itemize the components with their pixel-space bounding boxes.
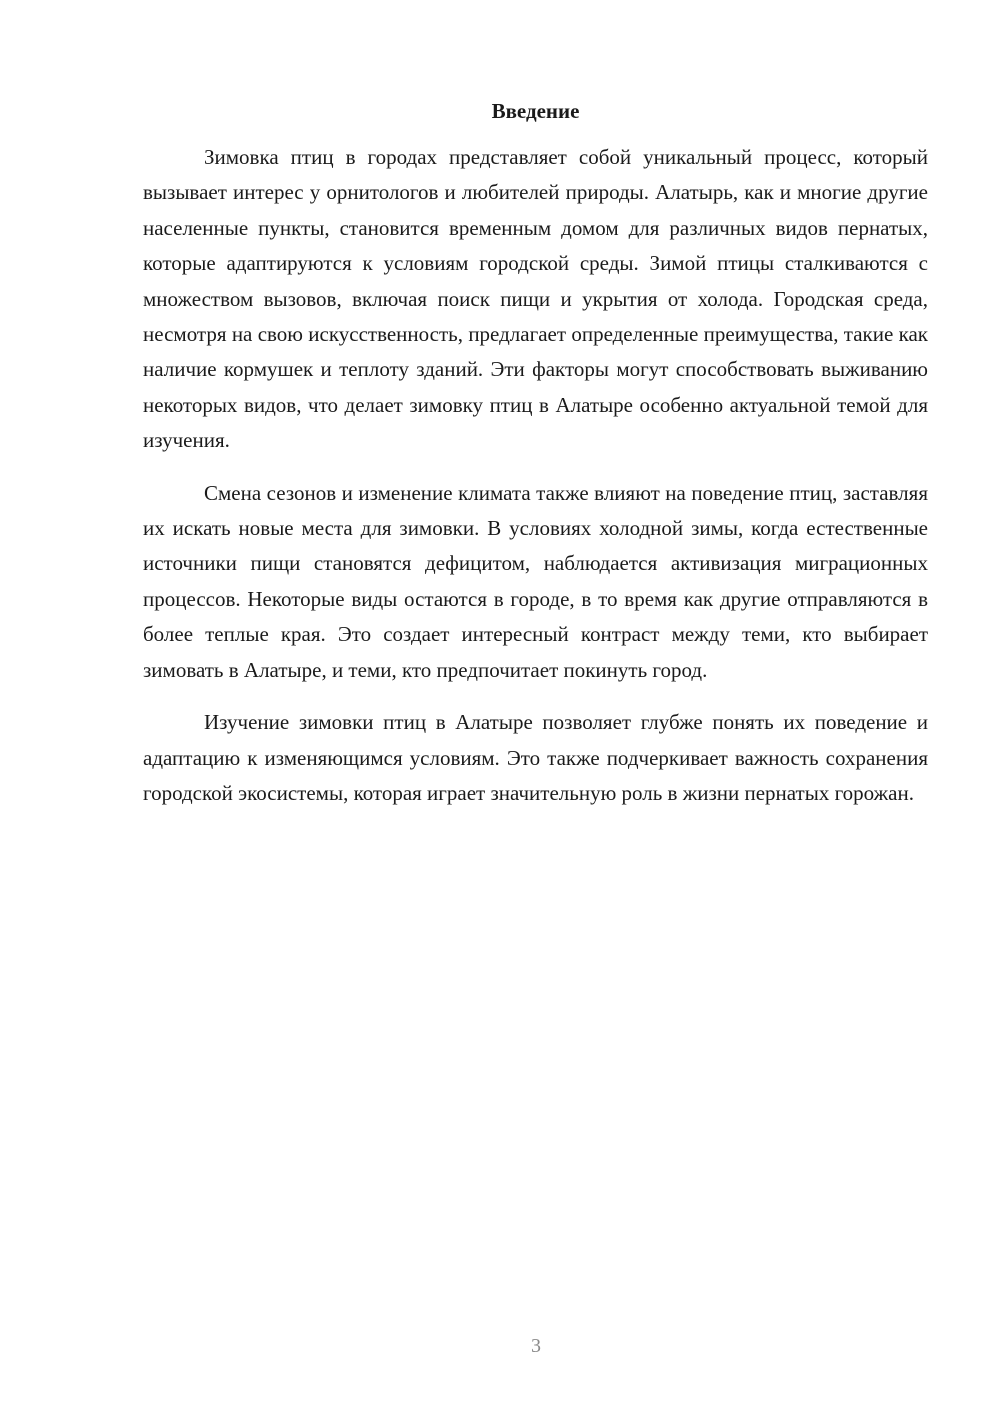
paragraph-1: Зимовка птиц в городах представляет собой уникальный процесс, который вызывает интерес у орнитологов и любителей природы. Алатырь, как и многие другие населенные пункты, становится временным домом для различных видов пернатых, которые адаптируются к условиям городской среды. Зимой птицы сталкиваются с множеством вызовов, включая поиск пищи и укрытия от холода. Городская среда, несмотря на свою искусственность, предлагает определенные преимущества, такие как наличие кормушек и теплоту зданий. Эти факторы могут способствовать выживанию некоторых видов, что делает зимовку птиц в Алатыре особенно актуальной темой для изучения. [143, 145, 928, 453]
page-content [143, 96, 928, 811]
paragraph-3: Изучение зимовки птиц в Алатыре позволяет глубже понять их поведение и адаптацию к изменяющимся условиям. Это также подчеркивает важность сохранения городской экосистемы, которая играет значительную роль в жизни пернатых горожан. [143, 710, 928, 805]
section-heading: Введение [491, 99, 580, 123]
paragraph-2: Смена сезонов и изменение климата также влияют на поведение птиц, заставляя их искать новые места для зимовки. В условиях холодной зимы, когда естественные источники пищи становятся дефицитом, наблюдается активизация миграционных процессов. Некоторые виды остаются в городе, в то время как другие отправляются в более теплые края. Это создает интересный контраст между теми, кто выбирает зимовать в Алатыре, и теми, кто предпочитает покинуть город. [143, 480, 928, 682]
page-number: 3 [531, 1335, 541, 1357]
